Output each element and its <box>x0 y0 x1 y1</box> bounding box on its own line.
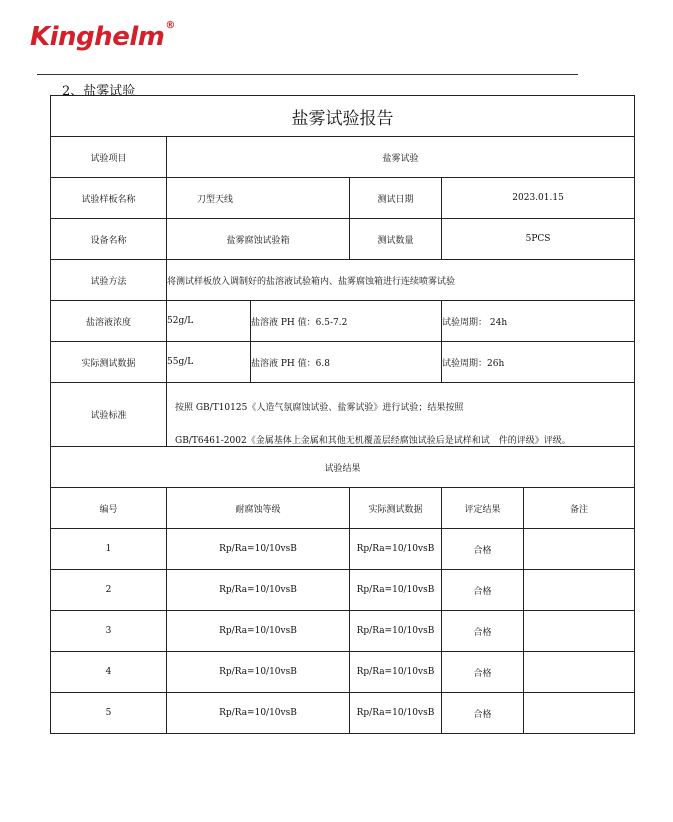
concentration-value: 52g/L <box>167 301 251 342</box>
row-remark <box>524 652 635 693</box>
row-result: 合格 <box>442 652 524 693</box>
test-item-value: 盐雾试验 <box>167 137 635 178</box>
results-header-number: 编号 <box>51 488 167 529</box>
brand-name: Kinghelm <box>30 22 165 52</box>
standard-line-2: GB/T6461-2002《金属基体上金属和其他无机覆盖层经腐蚀试验后是试样和试 件的评级》评级。 <box>175 436 571 446</box>
row-number: 2 <box>51 570 167 611</box>
results-row <box>51 529 635 570</box>
row-number: 4 <box>51 652 167 693</box>
standard-label: 试验标准 <box>51 383 167 447</box>
row-grade: Rp/Ra=10/10vsB <box>167 652 350 693</box>
equipment-row <box>51 219 635 260</box>
actual-data-ph: 盐溶液 PH 值：6.8 <box>251 342 442 383</box>
row-remark <box>524 611 635 652</box>
row-actual: Rp/Ra=10/10vsB <box>350 611 442 652</box>
concentration-label: 盐溶液浓度 <box>51 301 167 342</box>
row-remark <box>524 570 635 611</box>
title-row <box>51 96 635 137</box>
equipment-label: 设备名称 <box>51 219 167 260</box>
method-label: 试验方法 <box>51 260 167 301</box>
concentration-row <box>51 301 635 342</box>
method-row <box>51 260 635 301</box>
row-actual: Rp/Ra=10/10vsB <box>350 529 442 570</box>
row-result: 合格 <box>442 693 524 734</box>
report-title: 盐雾试验报告 <box>51 96 635 137</box>
results-row <box>51 570 635 611</box>
method-value: 将测试样板放入调制好的盐溶液试验箱内、盐雾腐蚀箱进行连续喷雾试验 <box>167 260 635 301</box>
date-label: 测试日期 <box>350 178 442 219</box>
kinghelm-logo <box>30 22 175 52</box>
header-divider <box>37 74 578 75</box>
results-header-remark: 备注 <box>524 488 635 529</box>
test-item-label: 试验项目 <box>51 137 167 178</box>
row-remark <box>524 529 635 570</box>
row-result: 合格 <box>442 611 524 652</box>
results-row <box>51 652 635 693</box>
sample-row <box>51 178 635 219</box>
row-actual: Rp/Ra=10/10vsB <box>350 652 442 693</box>
salt-spray-report-table <box>50 95 635 734</box>
test-item-row <box>51 137 635 178</box>
standard-row <box>51 383 635 447</box>
actual-data-label: 实际测试数据 <box>51 342 167 383</box>
row-grade: Rp/Ra=10/10vsB <box>167 693 350 734</box>
actual-data-row <box>51 342 635 383</box>
row-number: 1 <box>51 529 167 570</box>
row-number: 3 <box>51 611 167 652</box>
quantity-label: 测试数量 <box>350 219 442 260</box>
results-header-grade: 耐腐蚀等级 <box>167 488 350 529</box>
row-grade: Rp/Ra=10/10vsB <box>167 570 350 611</box>
row-result: 合格 <box>442 570 524 611</box>
results-header-row <box>51 488 635 529</box>
row-grade: Rp/Ra=10/10vsB <box>167 529 350 570</box>
results-header-actual: 实际测试数据 <box>350 488 442 529</box>
equipment-value: 盐雾腐蚀试验箱 <box>167 219 350 260</box>
quantity-value: 5PCS <box>442 219 635 260</box>
results-row <box>51 693 635 734</box>
concentration-ph: 盐溶液 PH 值：6.5-7.2 <box>251 301 442 342</box>
row-grade: Rp/Ra=10/10vsB <box>167 611 350 652</box>
standard-text <box>167 383 635 447</box>
results-title: 试验结果 <box>51 447 635 488</box>
date-value: 2023.01.15 <box>442 178 635 219</box>
actual-data-value: 55g/L <box>167 342 251 383</box>
results-row <box>51 611 635 652</box>
row-actual: Rp/Ra=10/10vsB <box>350 693 442 734</box>
results-header-result: 评定结果 <box>442 488 524 529</box>
registered-mark: ® <box>165 20 175 31</box>
row-number: 5 <box>51 693 167 734</box>
standard-line-1: 按照 GB/T10125《人造气氛腐蚀试验、盐雾试验》进行试验；结果按照 <box>175 403 464 413</box>
concentration-period: 试验周期： 24h <box>442 301 635 342</box>
results-title-row <box>51 447 635 488</box>
sample-value: 刀型天线 <box>167 178 350 219</box>
row-result: 合格 <box>442 529 524 570</box>
section-title: 2、盐雾试验 <box>62 84 136 99</box>
row-actual: Rp/Ra=10/10vsB <box>350 570 442 611</box>
actual-data-period: 试验周期：26h <box>442 342 635 383</box>
sample-label: 试验样板名称 <box>51 178 167 219</box>
row-remark <box>524 693 635 734</box>
